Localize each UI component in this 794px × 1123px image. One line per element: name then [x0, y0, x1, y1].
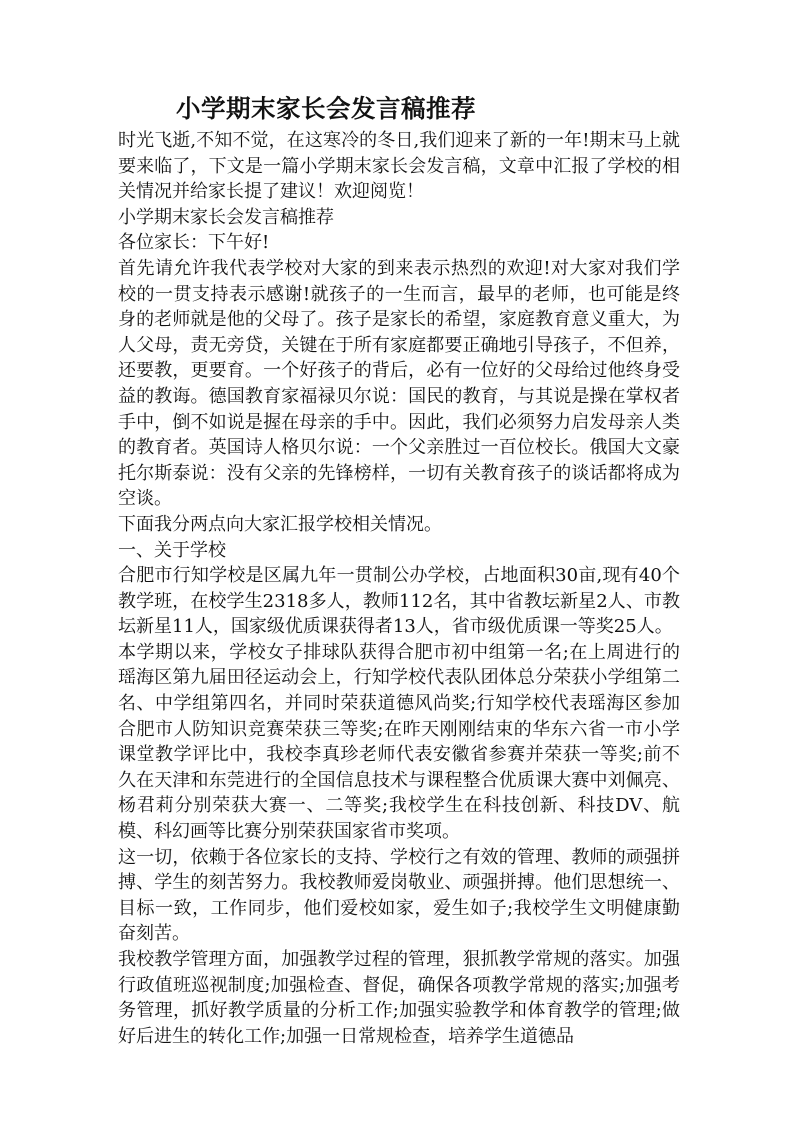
body-paragraph: 下面我分两点向大家汇报学校相关情况。 — [118, 513, 442, 535]
body-paragraph: 这一切，依赖于各位家长的支持、学校行之有效的管理、教师的顽强拼搏、学生的刻苦努力。我校教师爱岗敬业、顽强拼搏。他们思想统一、目标一致，工作同步，他们爱校如家，爱生如子;我校学生文明健康勤奋刻苦。 — [118, 846, 680, 945]
section-heading: 一、关于学校 — [118, 539, 226, 561]
document-title: 小学期末家长会发言稿推荐 — [176, 94, 476, 123]
body-paragraph: 首先请允许我代表学校对大家的到来表示热烈的欢迎!对大家对我们学校的一贯支持表示感谢!就孩子的一生而言，最早的老师，也可能是终身的老师就是他的父母了。孩子是家长的希望，家庭教育意义重大，为人父母，责无旁贷，关键在于所有家庭都要正确地引导孩子，不但养，还要教，更要育。一个好孩子的背后，必有一位好的父母给过他终身受益的教诲。德国教育家福禄贝尔说：国民的教育，与其说是操在掌权者手中，倒不如说是握在母亲的手中。因此，我们必须努力启发母亲人类的教育者。英国诗人格贝尔说：一个父亲胜过一百位校长。俄国大文豪托尔斯泰说：没有父亲的先锋榜样，一切有关教育孩子的谈话都将成为空谈。 — [118, 257, 680, 510]
document-page — [118, 92, 680, 1049]
body-paragraph: 本学期以来，学校女子排球队获得合肥市初中组第一名;在上周进行的瑶海区第九届田径运动会上，行知学校代表队团体总分荣获小学组第二名、中学组第四名，并同时荣获道德风尚奖;行知学校代表瑶海区参加合肥市人防知识竞赛荣获三等奖;在昨天刚刚结束的华东六省一市小学课堂教学评比中，我校李真珍老师代表安徽省参赛并荣获一等奖;前不久在天津和东莞进行的全国信息技术与课程整合优质课大赛中刘佩亮、杨君莉分别荣获大赛一、二等奖;我校学生在科技创新、科技DV、航模、科幻画等比赛分别荣获国家省市奖项。 — [118, 641, 680, 843]
document-body — [118, 128, 680, 1049]
body-paragraph: 我校教学管理方面，加强教学过程的管理，狠抓教学常规的落实。加强行政值班巡视制度;加强检查、督促，确保各项教学常规的落实;加强考务管理，抓好教学质量的分析工作;加强实验教学和体育教学的管理;做好后进生的转化工作;加强一日常规检查，培养学生道德品 — [118, 949, 680, 1047]
greeting-line: 各位家长：下午好! — [118, 232, 270, 254]
body-paragraph: 合肥市行知学校是区属九年一贯制公办学校，占地面积30亩,现有40个教学班，在校学生2318多人，教师112名，其中省教坛新星2人、市教坛新星11人，国家级优质课获得者13人，省市级优质课一等奖25人。 — [118, 565, 680, 638]
intro-paragraph: 时光飞逝,不知不觉，在这寒冷的冬日,我们迎来了新的一年!期末马上就要来临了，下文是一篇小学期末家长会发言稿，文章中汇报了学校的相关情况并给家长提了建议！欢迎阅览！ — [118, 130, 680, 203]
subtitle-line: 小学期末家长会发言稿推荐 — [118, 206, 334, 228]
